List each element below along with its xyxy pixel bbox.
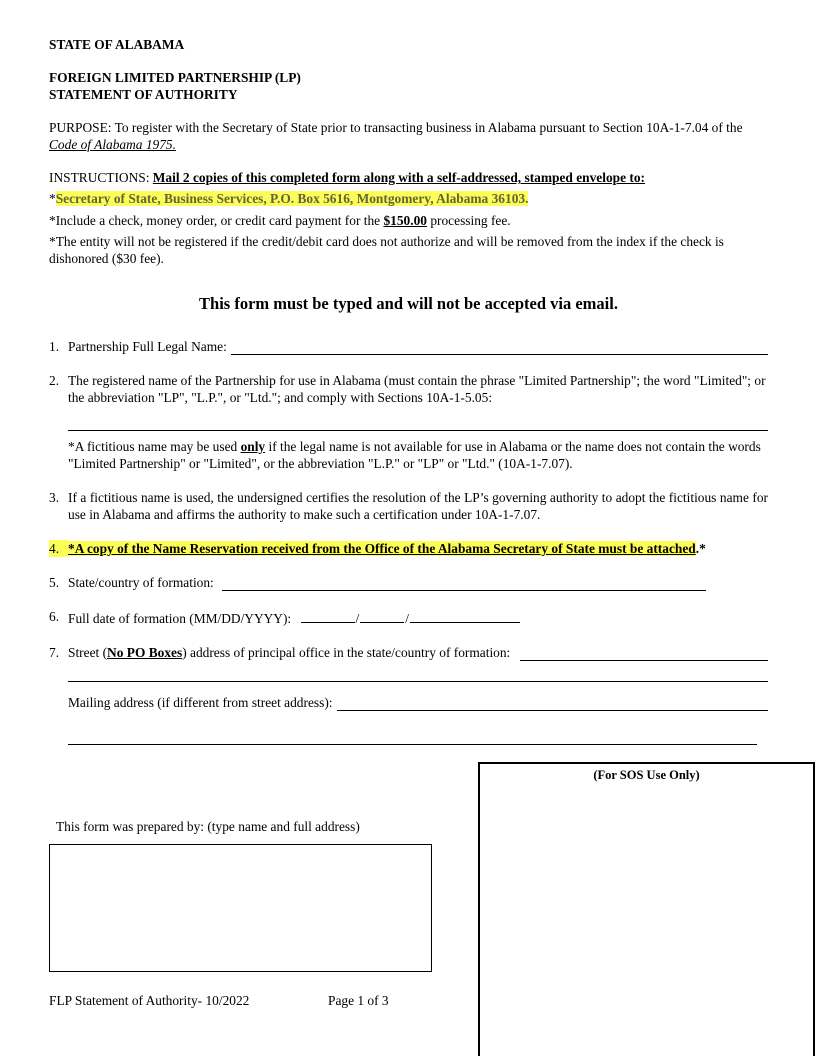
date-slash-1: / bbox=[355, 611, 360, 626]
fee-text-pre: *Include a check, money order, or credit card payment for the bbox=[49, 213, 384, 228]
item-6 bbox=[49, 608, 768, 627]
prepared-by-box[interactable] bbox=[49, 844, 432, 972]
fictitious-note-pre: *A fictitious name may be used bbox=[68, 439, 241, 454]
form-title-line2: STATEMENT OF AUTHORITY bbox=[49, 87, 238, 102]
no-po-boxes: No PO Boxes bbox=[107, 645, 183, 660]
purpose-paragraph bbox=[49, 119, 768, 153]
form-title-line1: FOREIGN LIMITED PARTNERSHIP (LP) bbox=[49, 70, 301, 85]
state-heading: STATE OF ALABAMA bbox=[49, 37, 185, 52]
item-4 bbox=[49, 540, 768, 557]
mail-copies-instruction: Mail 2 copies of this completed form along with a self-addressed, stamped envelope to: bbox=[152, 170, 645, 185]
purpose-text: PURPOSE: To register with the Secretary of State prior to transacting business in Alabama pursuant to Section 10A-1-7.04 of the bbox=[49, 120, 743, 135]
fictitious-certification-text: If a fictitious name is used, the undersigned certifies the resolution of the LP’s governing authority to adopt the fictitious name for use in Alabama and affirms the authority to make such a certification under 10A-1-7.07. bbox=[68, 490, 768, 522]
footer-form-id: FLP Statement of Authority- 10/2022 bbox=[49, 993, 250, 1008]
partnership-name-field-line[interactable] bbox=[231, 340, 768, 355]
instructions-dishonored-line: *The entity will not be registered if the credit/debit card does not authorize and will be removed from the index if the check is dishonored ($30 fee). bbox=[49, 234, 724, 266]
item-6-number: 6. bbox=[49, 609, 60, 624]
fee-amount: $150.00 bbox=[383, 213, 427, 228]
state-of-formation-field-line[interactable] bbox=[222, 576, 706, 591]
typed-form-notice: This form must be typed and will not be accepted via email. bbox=[199, 294, 618, 313]
code-of-alabama-citation: Code of Alabama 1975. bbox=[49, 137, 176, 152]
item-1 bbox=[49, 338, 768, 355]
footer-page-number: Page 1 of 3 bbox=[328, 993, 389, 1008]
instructions-fee-line bbox=[49, 212, 768, 229]
street-label-post: ) address of principal office in the state/country of formation: bbox=[182, 645, 511, 660]
item-5-number: 5. bbox=[49, 575, 60, 590]
item-2 bbox=[49, 372, 768, 472]
registered-name-field-line[interactable] bbox=[68, 430, 768, 431]
fictitious-name-note bbox=[68, 438, 768, 472]
partnership-name-label: Partnership Full Legal Name: bbox=[68, 339, 227, 354]
item-3-number: 3. bbox=[49, 490, 60, 505]
street-address-field-line-1[interactable] bbox=[520, 646, 768, 661]
instructions-label: INSTRUCTIONS: bbox=[49, 170, 153, 185]
form-title bbox=[49, 69, 768, 103]
sos-mailing-address-highlight: Secretary of State, Business Services, P.O. Box 5616, Montgomery, Alabama 36103. bbox=[55, 191, 529, 206]
street-label-pre: Street ( bbox=[68, 645, 108, 660]
street-address-label bbox=[68, 644, 510, 661]
item-4-number: 4. bbox=[49, 540, 68, 557]
mailing-address-field-line-1[interactable] bbox=[337, 696, 768, 711]
registered-name-text: The registered name of the Partnership for use in Alabama (must contain the phrase "Limited Partnership"; the word "Limited"; or the abbreviation "LP", "L.P.", or "Ltd."; and comply with Sections 10A-1-5.05: bbox=[68, 373, 766, 405]
sos-use-only-box bbox=[478, 762, 815, 1056]
item-7-number: 7. bbox=[49, 645, 60, 660]
state-of-formation-label: State/country of formation: bbox=[68, 575, 214, 590]
item-7 bbox=[49, 644, 768, 745]
instructions-block bbox=[49, 169, 768, 267]
mailing-address-field-line-2[interactable] bbox=[68, 744, 757, 745]
item-5 bbox=[49, 574, 768, 591]
name-reservation-requirement: *A copy of the Name Reservation received from the Office of the Alabama Secretary of State must be attached bbox=[68, 541, 696, 556]
item-2-number: 2. bbox=[49, 373, 60, 388]
formation-day-field-line[interactable] bbox=[360, 608, 404, 623]
fee-text-post: processing fee. bbox=[426, 213, 511, 228]
formation-month-field-line[interactable] bbox=[301, 608, 355, 623]
instructions-address-line bbox=[49, 190, 768, 207]
item-3 bbox=[49, 489, 768, 523]
street-address-field-line-2[interactable] bbox=[68, 681, 768, 682]
date-slash-2: / bbox=[405, 611, 409, 626]
fictitious-note-only: only bbox=[240, 439, 266, 454]
formation-year-field-line[interactable] bbox=[410, 608, 520, 623]
item-1-number: 1. bbox=[49, 339, 60, 354]
mailing-address-label: Mailing address (if different from street address): bbox=[68, 695, 333, 710]
sos-use-only-label: (For SOS Use Only) bbox=[593, 768, 700, 782]
address-asterisk: * bbox=[49, 191, 56, 206]
instructions-mail-line bbox=[49, 169, 768, 186]
name-reservation-tail: .* bbox=[695, 541, 706, 556]
formation-date-label: Full date of formation (MM/DD/YYYY): bbox=[68, 611, 292, 626]
fictitious-note-post: if the legal name is not available for use in Alabama or the name does not contain the words "Limited Partnership" or "Limited", or the abbreviation "L.P." or "LP" or "Ltd." (10A-1-7.07). bbox=[68, 439, 761, 471]
prepared-by-label: This form was prepared by: (type name and full address) bbox=[56, 819, 360, 834]
